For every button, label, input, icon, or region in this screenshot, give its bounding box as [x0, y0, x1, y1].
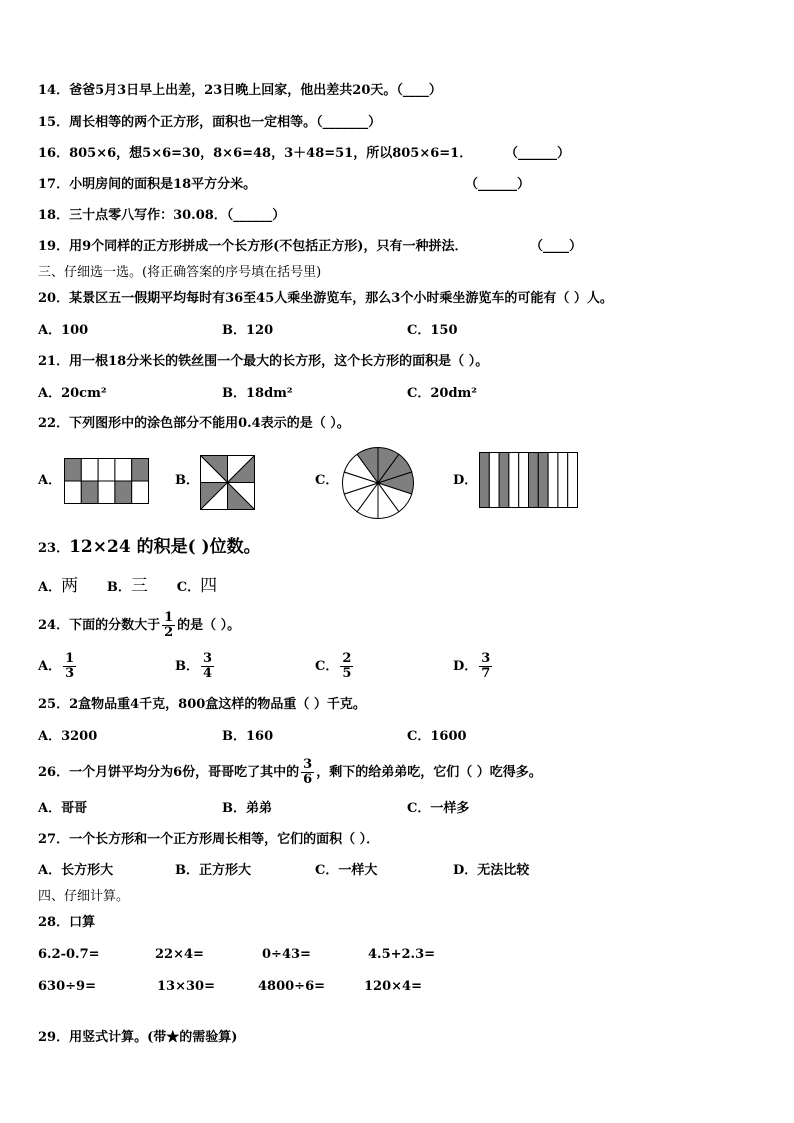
- q26-fraction: [301, 758, 314, 787]
- calc-item: 4800÷6=: [258, 979, 326, 994]
- question-16-blank[interactable]: （______）: [505, 146, 571, 161]
- calc-item: 6.2-0.7=: [38, 947, 100, 962]
- figure-d-strip: [538, 453, 548, 508]
- q22-option-d[interactable]: D．: [453, 473, 478, 488]
- q22-option-b[interactable]: B．: [175, 473, 199, 488]
- option-letter: C．: [315, 659, 339, 674]
- figure-d-strip: [548, 453, 558, 508]
- figure-d-strips: [479, 452, 579, 508]
- figure-c-circle: [341, 446, 415, 520]
- denominator: 4: [203, 666, 213, 681]
- q25-option-c[interactable]: C．1600: [407, 729, 467, 744]
- question-24-stem-post: 的是（ ）。: [177, 618, 241, 633]
- q23-option-c-letter[interactable]: C．: [176, 580, 201, 595]
- section-3-heading: 三、仔细选一选。(将正确答案的序号填在括号里): [38, 265, 322, 280]
- q27-option-c[interactable]: C．一样大: [315, 863, 378, 878]
- calc-item: 13×30=: [157, 979, 215, 994]
- question-23-stem: 12×24 的积是( )位数。: [69, 537, 261, 557]
- figure-d-strip: [558, 453, 568, 508]
- q23-option-c[interactable]: 四: [200, 576, 218, 596]
- figure-b-square: [200, 455, 255, 510]
- numerator: 1: [164, 610, 174, 625]
- q26-option-b[interactable]: B．弟弟: [222, 801, 272, 816]
- option-letter: A．: [38, 659, 62, 674]
- figure-a-cell: [65, 481, 82, 504]
- q24-option-b[interactable]: [175, 650, 216, 684]
- q24-option-d[interactable]: [453, 650, 494, 684]
- calc-item: 22×4=: [155, 947, 204, 962]
- calc-item: 4.5+2.3=: [368, 947, 436, 962]
- question-17-blank[interactable]: （______）: [465, 177, 531, 192]
- question-24: [38, 609, 240, 643]
- figure-d-strip: [529, 453, 539, 508]
- question-21: 21．用一根18分米长的铁丝围一个最大的长方形，这个长方形的面积是（ ）。: [38, 354, 489, 369]
- q21-option-b[interactable]: B．18dm²: [222, 386, 293, 401]
- figure-d-strip: [519, 453, 529, 508]
- q26-option-c[interactable]: C．一样多: [407, 801, 470, 816]
- denominator: 5: [342, 666, 352, 681]
- q23-option-a-letter[interactable]: A．: [38, 580, 62, 595]
- denominator: 2: [164, 625, 174, 640]
- figure-d-strip: [509, 453, 519, 508]
- q26-option-a[interactable]: A．哥哥: [38, 801, 88, 816]
- figure-d-strip: [480, 453, 490, 508]
- figure-a-cell: [132, 481, 149, 504]
- q21-option-a[interactable]: A．20cm²: [38, 386, 107, 401]
- q20-option-c[interactable]: C．150: [407, 323, 458, 338]
- q25-option-b[interactable]: B．160: [222, 729, 274, 744]
- q20-option-a[interactable]: A．100: [38, 323, 89, 338]
- question-25: 25．2盒物品重4千克，800盒这样的物品重（ ）千克。: [38, 697, 366, 712]
- q27-option-d[interactable]: D．无法比较: [453, 863, 530, 878]
- denominator: 7: [481, 666, 491, 681]
- figure-a-cell: [98, 459, 115, 482]
- q22-option-a[interactable]: A．: [38, 473, 62, 488]
- question-16: 16．805×6，想5×6=30，8×6=48，3＋48=51，所以805×6=1．: [38, 146, 473, 161]
- question-19-blank[interactable]: （____）: [530, 239, 583, 254]
- figure-d-strip: [489, 453, 499, 508]
- calc-item: 630÷9=: [38, 979, 96, 994]
- question-26-stem-pre: 26．一个月饼平均分为6份，哥哥吃了其中的: [38, 765, 300, 780]
- q24-option-c[interactable]: [315, 650, 355, 684]
- calc-item: 0÷43=: [262, 947, 311, 962]
- figure-a-cell: [115, 481, 132, 504]
- question-27: 27．一个长方形和一个正方形周长相等，它们的面积（ ）．: [38, 832, 380, 847]
- question-19: 19．用9个同样的正方形拼成一个长方形(不包括正方形)，只有一种拼法．: [38, 239, 468, 254]
- numerator: 2: [342, 651, 352, 666]
- question-18: 18．三十点零八写作：30.08．（______）: [38, 208, 286, 223]
- numerator: 3: [303, 757, 313, 772]
- question-17: 17．小明房间的面积是18平方分米。: [38, 177, 257, 192]
- q25-option-a[interactable]: A．3200: [38, 729, 98, 744]
- q20-option-b[interactable]: B．120: [222, 323, 274, 338]
- numerator: 1: [65, 651, 75, 666]
- question-29: 29．用竖式计算。(带★的需验算): [38, 1030, 238, 1045]
- figure-a-cell: [81, 481, 98, 504]
- denominator: 6: [303, 772, 313, 787]
- numerator: 3: [203, 651, 213, 666]
- question-26-stem-post: ，剩下的给弟弟吃，它们（ ）吃得多。: [316, 765, 542, 780]
- figure-a-cell: [81, 459, 98, 482]
- option-letter: D．: [453, 659, 478, 674]
- denominator: 3: [65, 666, 75, 681]
- q23-option-a[interactable]: 两: [61, 576, 79, 596]
- question-14: 14．爸爸5月3日早上出差，23日晚上回家，他出差共20天。（____）: [38, 83, 442, 98]
- question-26: [38, 756, 542, 790]
- figure-a-cell: [65, 459, 82, 482]
- figure-a-cell: [115, 459, 132, 482]
- q21-option-c[interactable]: C．20dm²: [407, 386, 477, 401]
- q24-stem-fraction: [162, 611, 175, 640]
- section-4-heading: 四、仔细计算。: [38, 889, 130, 904]
- question-20: 20．某景区五一假期平均每时有36至45人乘坐游览车，那么3个小时乘坐游览车的可能有（ ）人。: [38, 291, 613, 306]
- q27-option-a[interactable]: A．长方形大: [38, 863, 114, 878]
- q23-option-b-letter[interactable]: B．: [106, 580, 131, 595]
- figure-a-grid: [64, 458, 150, 504]
- q27-option-b[interactable]: B．正方形大: [175, 863, 251, 878]
- option-letter: B．: [175, 659, 199, 674]
- figure-d-strip: [499, 453, 509, 508]
- question-28-title: 28．口算: [38, 915, 96, 930]
- calc-item: 120×4=: [364, 979, 422, 994]
- question-22: 22．下列图形中的涂色部分不能用0.4表示的是（ ）。: [38, 416, 350, 431]
- q23-option-b[interactable]: 三: [130, 576, 148, 596]
- question-23-number: 23．: [38, 541, 70, 556]
- q22-option-c[interactable]: C．: [315, 473, 339, 488]
- question-24-stem-pre: 24．下面的分数大于: [38, 618, 161, 633]
- question-15: 15．周长相等的两个正方形，面积也一定相等。（_______）: [38, 115, 382, 130]
- figure-a-cell: [132, 459, 149, 482]
- figure-d-strip: [568, 453, 578, 508]
- figure-a-cell: [98, 481, 115, 504]
- numerator: 3: [481, 651, 491, 666]
- q24-option-a[interactable]: [38, 650, 78, 684]
- q23-options: [38, 576, 217, 598]
- question-23: [38, 537, 261, 559]
